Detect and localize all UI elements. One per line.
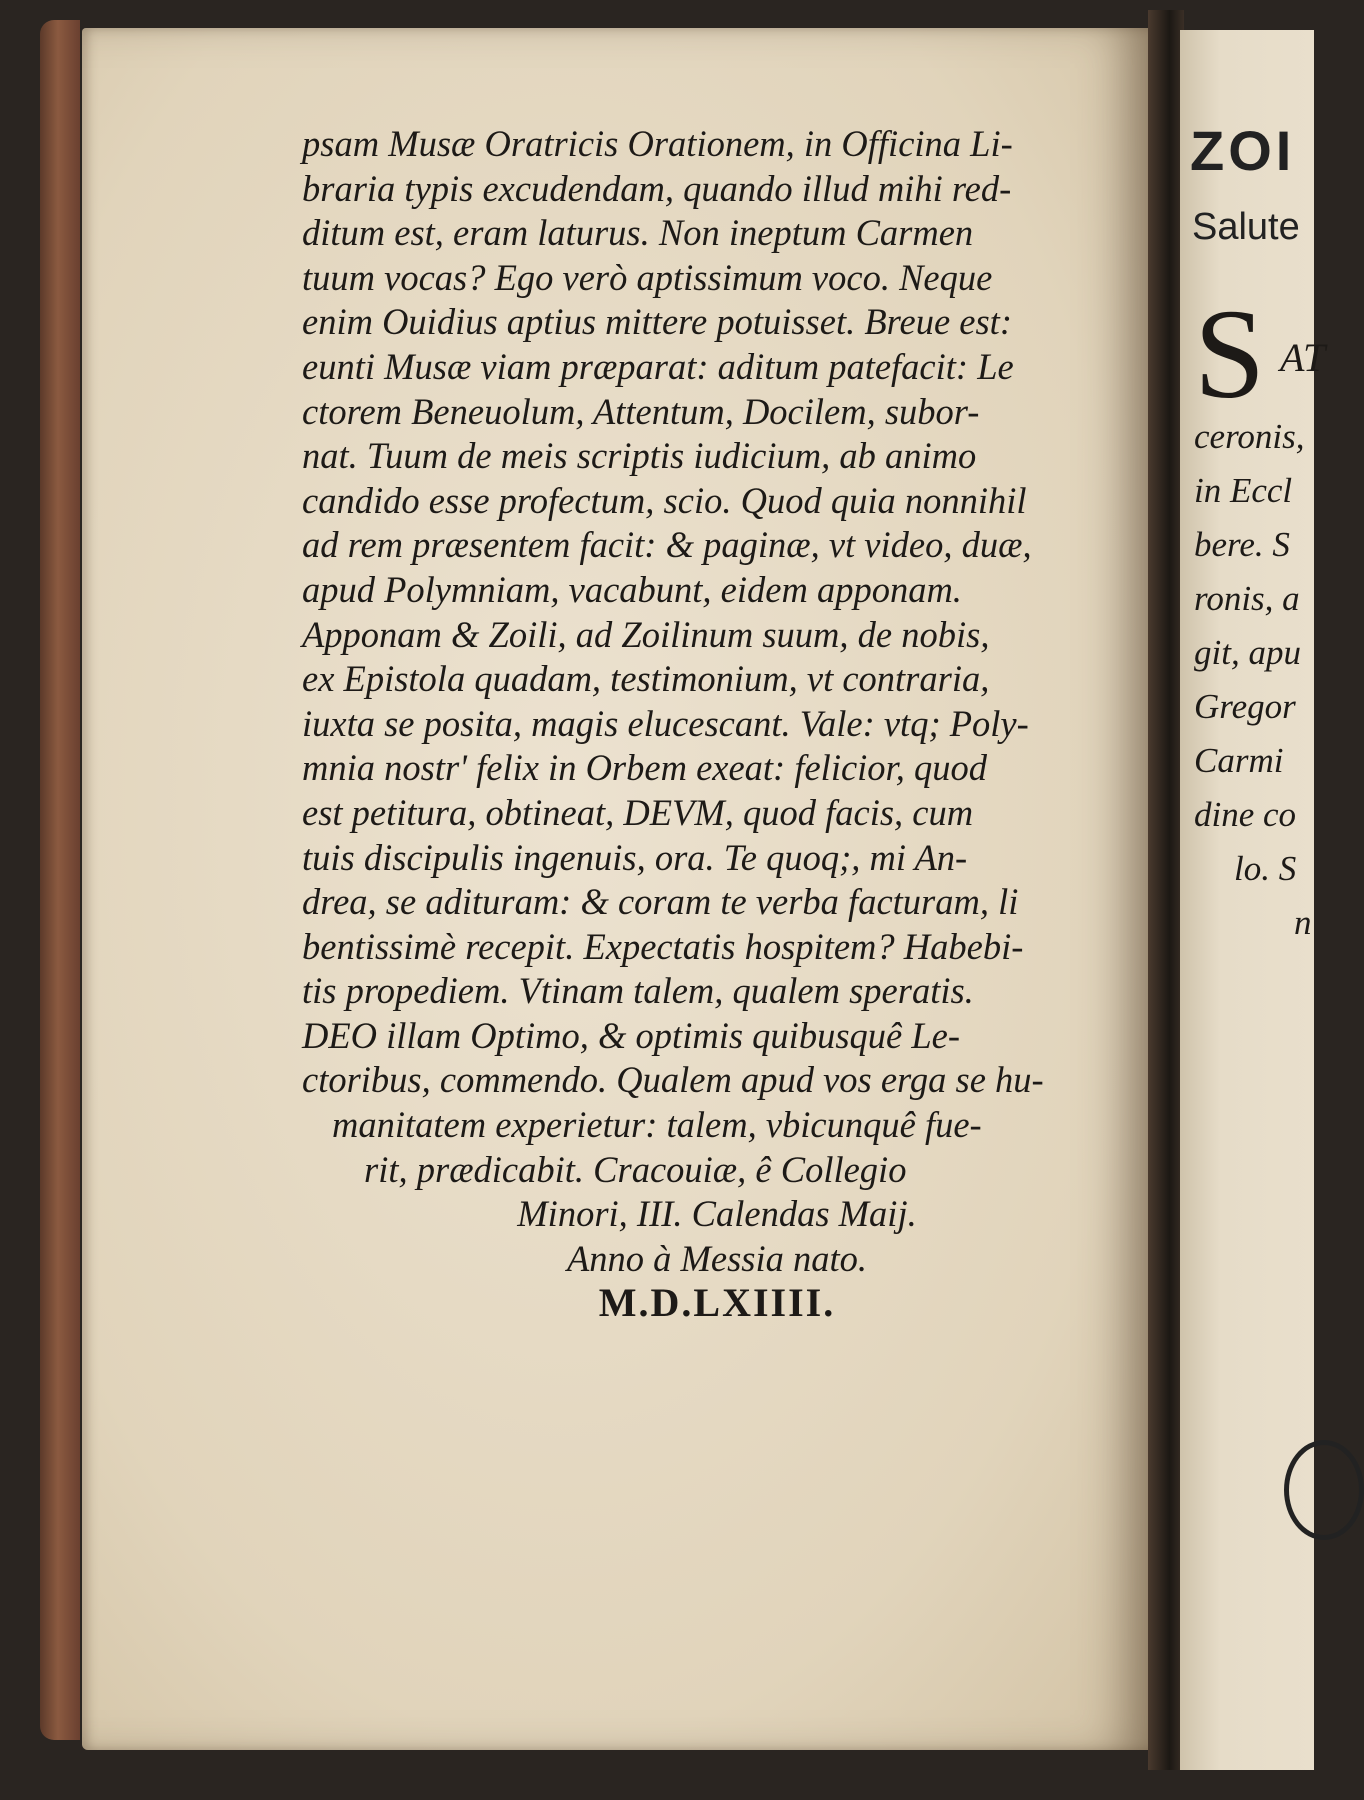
- text-line: in Eccl: [1194, 471, 1293, 510]
- text-line: braria typis excudendam, quando illud mihi red-: [302, 167, 1012, 209]
- text-line: ad rem præsentem facit: & paginæ, vt video, duæ,: [302, 524, 1032, 566]
- text-line: ceronis,: [1194, 417, 1305, 456]
- text-line: Apponam & Zoili, ad Zoilinum suum, de nobis,: [302, 613, 990, 655]
- book-binding-edge: [40, 20, 80, 1740]
- text-line: dine co: [1194, 795, 1297, 834]
- text-line: ditum est, eram laturus. Non ineptum Carmen: [302, 212, 974, 254]
- text-line: DEO illam Optimo, & optimis quibusquê Le-: [302, 1014, 960, 1056]
- text-line: tuum vocas? Ego verò aptissimum voco. Neque: [302, 256, 993, 298]
- text-line: psam Musæ Oratricis Orationem, in Officina Li-: [302, 123, 1013, 164]
- text-line: ex Epistola quadam, testimonium, vt contraria,: [302, 658, 990, 700]
- closing-line: rit, prædicabit. Cracouiæ, ê Collegio: [364, 1148, 907, 1190]
- text-line: ctorem Beneuolum, Attentum, Docilem, subor-: [302, 390, 980, 432]
- text-line: eunti Musæ viam præparat: aditum patefacit: Le: [302, 345, 1014, 387]
- text-line: Gregor: [1194, 687, 1296, 726]
- right-page-subheading: Salute: [1192, 206, 1300, 248]
- closing-line: Anno à Messia nato.: [566, 1237, 868, 1279]
- ornament-icon: [1284, 1440, 1364, 1540]
- text-line: bentissimè recepit. Expectatis hospitem? Habebi-: [302, 925, 1024, 967]
- text-line: ctoribus, commendo. Qualem apud vos erga se hu-: [302, 1059, 1044, 1101]
- text-line: git, apu: [1194, 633, 1301, 672]
- drop-cap-continuation: AT: [1280, 335, 1326, 380]
- right-page: [1180, 30, 1326, 1770]
- text-line: lo. S: [1234, 849, 1297, 888]
- text-line: bere. S: [1194, 525, 1290, 564]
- text-line: tuis discipulis ingenuis, ora. Te quoq;, mi An-: [302, 836, 968, 878]
- text-line: drea, se adituram: & coram te verba facturam, li: [302, 881, 1019, 923]
- text-line: est petitura, obtineat, DEVM, quod facis, cum: [302, 791, 974, 833]
- text-line: apud Polymniam, vacabunt, eidem apponam.: [302, 568, 962, 610]
- book-gutter: [1148, 10, 1184, 1770]
- text-line: n: [1294, 903, 1312, 942]
- left-page-text: [302, 122, 1132, 1326]
- text-line: iuxta se posita, magis elucescant. Vale: vtq; Poly-: [302, 702, 1029, 744]
- text-line: manitatem experietur: talem, vbicunquê fue-: [332, 1104, 982, 1146]
- closing-line: Minori, III. Calendas Maij.: [517, 1193, 917, 1235]
- right-page-text: [1194, 410, 1312, 950]
- right-page-heading: ZOI: [1190, 119, 1296, 182]
- text-line: tis propediem. Vtinam talem, qualem speratis.: [302, 970, 974, 1012]
- text-line: Carmi: [1194, 741, 1284, 780]
- text-line: mnia nostr' felix in Orbem exeat: felicior, quod: [302, 747, 987, 789]
- text-line: nat. Tuum de meis scriptis iudicium, ab animo: [302, 435, 977, 477]
- drop-cap: S: [1194, 283, 1266, 425]
- date-numeral: M.D.LXIIII.: [598, 1280, 836, 1326]
- text-line: enim Ouidius aptius mittere potuisset. Breue est:: [302, 301, 1012, 343]
- text-line: candido esse profectum, scio. Quod quia nonnihil: [302, 479, 1027, 521]
- text-line: ronis, a: [1194, 579, 1300, 618]
